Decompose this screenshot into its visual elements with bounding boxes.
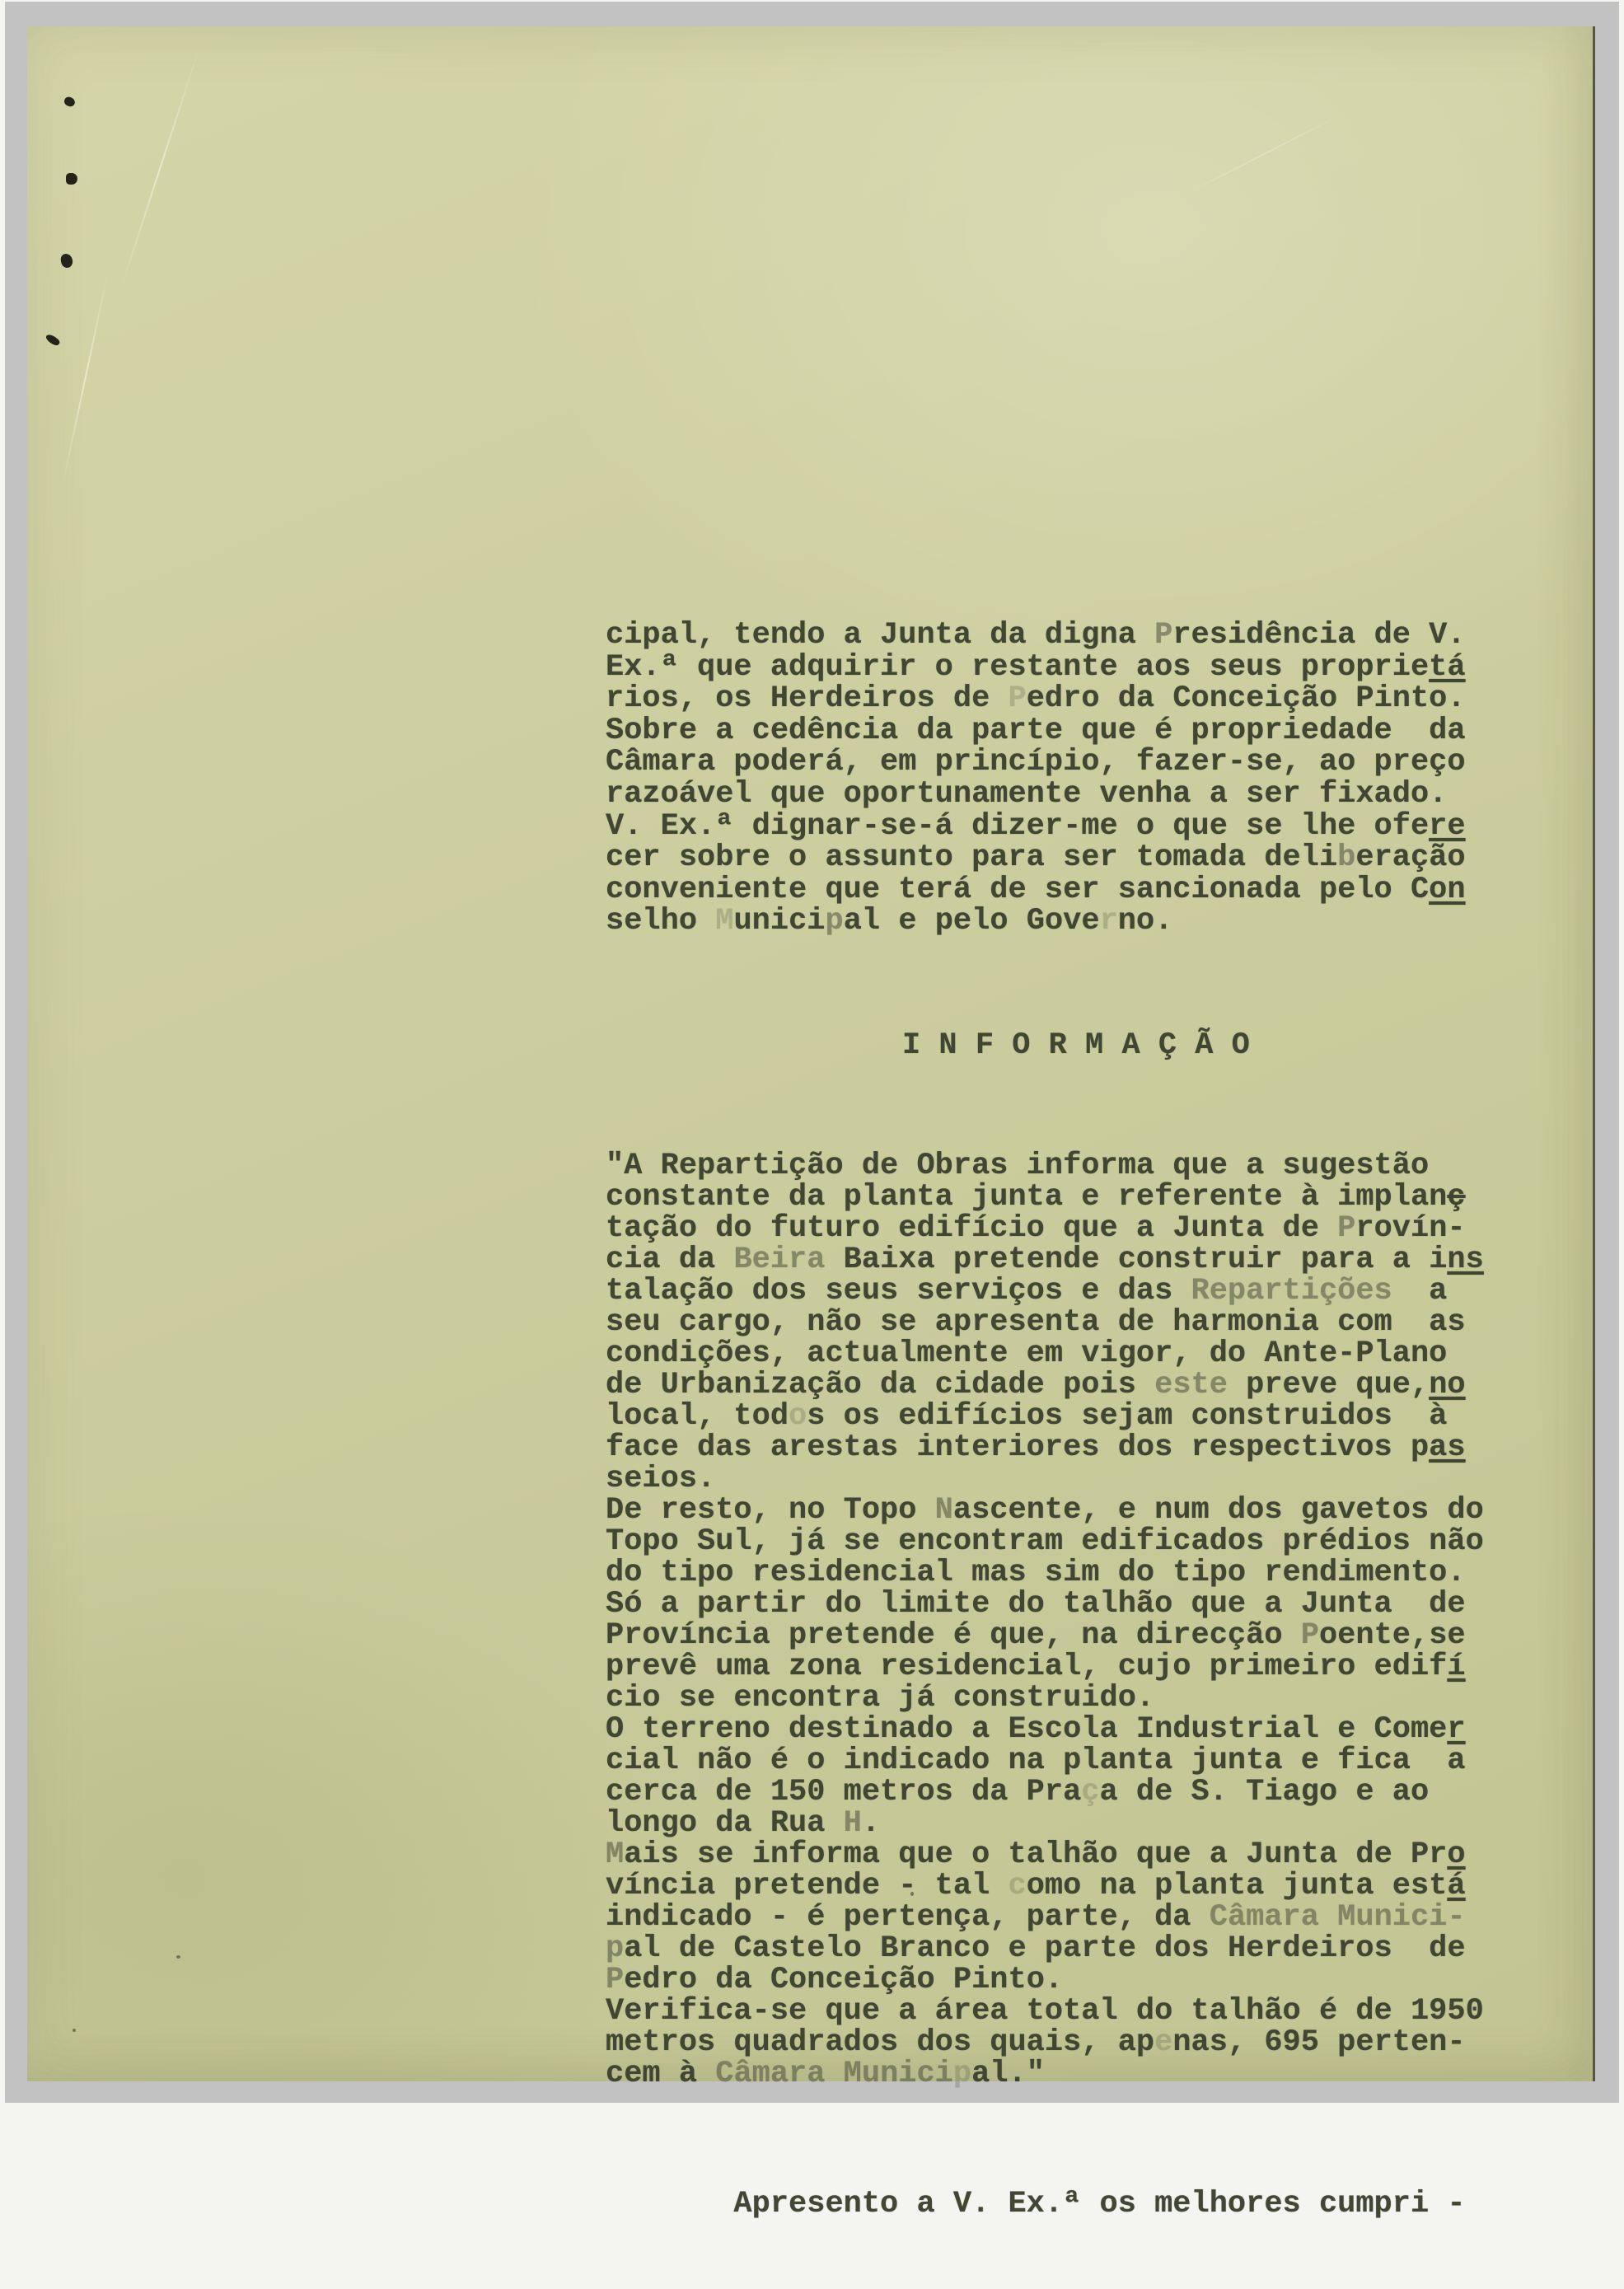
typewritten-line [606,2027,1537,2058]
text-segment: al." [971,2056,1045,2091]
typewritten-line [606,683,1537,715]
text-segment: cerca de 150 metros da Pra [606,1774,1082,1809]
text-segment: p [606,1931,625,1966]
typewritten-line [606,1964,1537,1996]
typewritten-line [606,1776,1537,1808]
text-segment: b [1337,840,1356,876]
text-segment: seios. [606,1461,716,1496]
text-segment: Câmara Munici [715,2056,953,2091]
typewritten-line [606,1150,1537,1182]
paper-crease [62,268,110,486]
text-segment: o [789,1398,807,1434]
text-segment: condições, actualmente em vigor, do Ante-Plano [606,1336,1448,1371]
typewritten-line [606,842,1537,874]
text-segment: a de S. Tiago e ao [1099,1774,1430,1809]
text-segment: no [1429,1367,1466,1402]
text-segment: ns [1447,1242,1484,1277]
text-segment: Ex.ª que adquirir o restante aos seus proprie [606,649,1430,685]
typewritten-line [606,906,1537,938]
text-segment: tá [1429,649,1466,685]
ink-blot [60,253,74,269]
typewritten-line [606,1338,1537,1369]
paper-crease [119,47,200,290]
typewritten-line [606,1745,1537,1776]
typewritten-line [606,1304,1537,1340]
typewritten-line [606,1432,1537,1463]
text-segment: . [861,1805,881,1841]
text-segment: Baixa pretende construir para a i [825,1242,1448,1277]
text-segment: Câmara Munici- [1209,1899,1466,1935]
typewritten-line [606,1244,1537,1276]
text-segment: seu cargo, não se apresenta de harmonia com as [606,1304,1466,1340]
text-segment: cio se encontra já construido. [606,1680,1155,1716]
text-segment: Câmara poderá, em princípio, fazer-se, ao preço [606,745,1466,780]
text-segment: a [1392,1273,1448,1308]
text-segment: nas, 695 perten- [1172,2025,1466,2060]
typewritten-line [606,715,1537,747]
typewritten-line [606,1369,1537,1401]
text-segment: P [1008,681,1027,717]
text-segment: cer sobre o assunto para ser tomada deli [606,840,1338,876]
typewritten-line [606,1273,1537,1308]
text-segment: cia da [606,1242,734,1277]
text-segment: e [1154,2025,1173,2060]
typewritten-line [606,620,1537,652]
text-segment: metros quadrados dos quais, ap [606,2025,1155,2060]
text-segment: residência de V. [1172,618,1466,653]
text-segment: P [606,1962,625,1997]
paper-speck [176,1955,180,1959]
text-segment: r [1447,1711,1466,1747]
typewritten-line [606,1526,1537,1557]
typewritten-line [606,776,1537,812]
text-segment: al de Castelo Branco e parte dos Herdeiros de [624,1931,1466,1966]
typewritten-line [606,2058,1537,2090]
ink-blot [44,333,61,348]
text-segment: cipal, tendo a Junta da digna [606,618,1155,653]
text-segment: Beira [733,1242,826,1277]
paper-crease [1179,110,1349,198]
text-segment: rovín- [1355,1210,1466,1246]
text-segment: de Urbanização da cidade pois [606,1367,1155,1402]
typewritten-text [606,550,1537,2289]
typewritten-line [606,747,1537,779]
typewritten-line [606,1870,1537,1902]
text-segment: P [1300,1617,1319,1653]
text-segment: r [1099,904,1118,939]
text-segment: O terreno destinado a Escola Industrial e Come [606,1711,1448,1747]
text-segment: De resto, no Topo [606,1492,935,1528]
typewritten-line [606,1179,1537,1215]
text-segment: c [1008,1868,1027,1903]
text-segment: local, tod [606,1398,789,1434]
closing-line: Apresento a V. Ex.ª os melhores cumpri - [606,2186,1466,2221]
section-heading: I N F O R M A Ç Ã O [902,1027,1250,1063]
text-segment: selho [606,904,716,939]
typewritten-line [606,874,1537,906]
text-segment: este [1154,1367,1228,1402]
text-segment: Sobre a cedência da parte que é propriedade da [606,713,1466,748]
text-segment: P [1337,1210,1356,1246]
text-segment: s os edifícios sejam construidos à [807,1398,1448,1434]
text-segment: constante da planta junta e referente à implan [606,1179,1448,1215]
text-segment: á [1447,1868,1466,1903]
ink-blot [63,96,77,108]
typewritten-line [606,1899,1537,1935]
text-segment: ais se informa que o talhão que a Junta de Pr [624,1837,1448,1872]
text-segment: al e pelo Gove [843,904,1100,939]
scan-background [5,2,1619,2221]
text-segment: V. Ex.ª dignar-se-á dizer-me o que se lhe ofe [606,808,1430,844]
text-segment: unici [733,904,826,939]
text-segment: no. [1117,904,1173,939]
typewritten-line [606,1993,1537,2029]
text-segment: Verifica-se que a área total do talhão é de 1950 [606,1993,1484,2029]
typewritten-line [606,1651,1537,1683]
text-segment: víncia pretende - tal [606,1868,1009,1903]
text-segment: Província pretende é que, na direcção [606,1617,1301,1653]
text-segment: ç [1447,1179,1466,1215]
information-paragraph [606,1150,1537,2090]
text-segment: talação dos seus serviços e das [606,1273,1191,1308]
paragraph-continuation [606,620,1537,938]
text-segment: do tipo residencial mas sim do tipo rendimento. [606,1555,1466,1590]
text-segment: re [1429,808,1466,844]
ink-blot [66,173,77,185]
typewritten-line [606,808,1537,844]
text-segment: M [715,904,734,939]
text-segment: indicado - é pertença, parte, da [606,1899,1210,1935]
text-segment: o [1447,1837,1466,1872]
text-segment: longo da Rua [606,1805,844,1841]
text-segment: face das arestas interiores dos respectivos p [606,1430,1430,1465]
typewritten-line [606,1805,1537,1841]
text-segment: conveniente que terá de ser sancionada pelo C [606,872,1430,907]
typewritten-line [606,1680,1537,1716]
text-segment: razoável que oportunamente venha a ser fixado. [606,776,1448,812]
text-segment: p [952,2056,972,2091]
typewritten-line [606,1839,1537,1870]
typewritten-line [606,1398,1537,1434]
text-segment: Só a partir do limite do talhão que a Junta de [606,1586,1466,1622]
text-segment: rios, os Herdeiros de [606,681,1009,717]
typewritten-line [606,1492,1537,1528]
text-segment: edro da Conceição Pinto. [624,1962,1064,1997]
text-segment: Topo Sul, já se encontram edificados prédios não [606,1524,1484,1559]
typewritten-line [606,1586,1537,1622]
text-segment: tação do futuro edifício que a Junta de [606,1210,1338,1246]
typewritten-line [606,1933,1537,1964]
text-segment: "A Repartição de Obras informa que a sugestão [606,1148,1430,1183]
text-segment: as [1429,1430,1466,1465]
typewritten-line [606,1557,1537,1589]
typewritten-line [606,1617,1537,1653]
typewritten-line [606,649,1537,685]
text-segment: edro da Conceição Pinto. [1026,681,1466,717]
typewritten-line [606,1210,1537,1246]
text-segment: p [825,904,844,939]
paper-speck [73,2029,76,2032]
text-segment: cem à [606,2056,716,2091]
text-segment: on [1429,872,1466,907]
text-segment: P [1154,618,1173,653]
text-segment: omo na planta junta est [1026,1868,1448,1903]
text-segment: eração [1355,840,1466,876]
text-segment: ç [1081,1774,1100,1809]
text-segment: Repartições [1191,1273,1392,1308]
typewritten-line [606,1463,1537,1495]
text-segment: cial não é o indicado na planta junta e fica a [606,1743,1466,1778]
text-segment: H [843,1805,862,1841]
text-segment: ascente, e num dos gavetos do [952,1492,1484,1528]
text-segment: í [1447,1649,1466,1684]
text-segment: oente,se [1318,1617,1466,1653]
text-segment: preve que, [1227,1367,1430,1402]
text-segment: M [606,1837,625,1872]
text-segment: prevê uma zona residencial, cujo primeiro edif [606,1649,1448,1684]
typewritten-line [606,1711,1537,1747]
paper-sheet [27,26,1595,2221]
text-segment: N [934,1492,953,1528]
